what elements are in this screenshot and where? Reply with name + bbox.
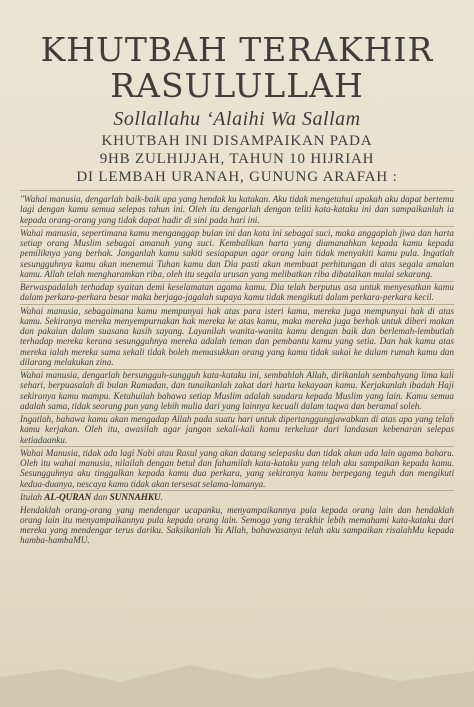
page-title-line-1: KHUTBAH TERAKHIR (40, 30, 434, 69)
subtitle-line-3: DI LEMBAH URANAH, GUNUNG ARAFAH : (76, 169, 398, 185)
divider (20, 190, 454, 191)
subtitle-line-1: KHUTBAH INI DISAMPAIKAN PADA (101, 133, 373, 149)
closing-prefix: Itulah (20, 492, 45, 503)
closing-suffix: . (160, 492, 163, 503)
paragraph: Wahai manusia, sepertimana kamu menganggap bulan ini dan kota ini sebagai suci, maka anggaplah jiwa dan harta setiap orang Muslim sebagai amanah yang suci. Kembalikan harta yang diamanahkan kepada kamu kepada pemiliknya yang berhak. Janganlah kamu sakiti sesiapapun agar orang lain tidak menyakiti kamu pula. Ingatlah sesungguhnya kamu akan menemui Tuhan kamu dan Dia pasti akan membuat perhitungan di atas segala amalan kamu. Allah telah mengharamkan riba, oleh itu segala urusan yang melibatkan riba dibatalkan mulai sekarang. (20, 228, 454, 282)
sermon-body (20, 194, 454, 692)
paragraph: Wahai manusia, dengarlah bersungguh-sungguh kata-kataku ini, sembahlah Allah, dirikanlah sembahyang lima kali sehari, berpuasalah di bulan Ramadan, dan tunaikanlah zakat dari harta kekayaan kamu. Kerjakanlah ibadah Haji sekiranya kamu mampu. Ketahuilah bahawa setiap Muslim adalah saudara kepada Muslim yang lain. Kamu semua adalah sama, tidak seorang pun yang lebih mulia dari yang lainnya kecuali dalam taqwa dan beramal soleh. (20, 370, 454, 414)
quran-emphasis: AL-QURAN (44, 492, 92, 503)
closing-line (20, 492, 454, 504)
paragraph: "Wahai manusia, dengarlah baik-baik apa yang hendak ku katakan. Aku tidak mengetahui apakah aku dapat bertemu lagi dengan kamu semua selepas tahun ini. Oleh itu dengarlah dengan teliti kata-kataku ini dan sampaikanlah ia kepada orang-orang yang tidak dapat hadir di sini pada hari ini. (20, 194, 454, 227)
sunnah-emphasis: SUNNAHKU (109, 492, 161, 503)
paragraph: Wahai manusia, sebagaimana kamu mempunyai hak atas para isteri kamu, mereka juga mempunyai hak di atas kamu. Sekiranya mereka menyempurnakan hak mereka ke atas kamu, maka mereka juga berhak untuk diberi makan dan pakaian dalam suasana kasih sayang. Layanilah wanita-wanita kamu dengan baik dan berlemah-lembutlah terhadap mereka kerana sesungguhnya mereka adalah teman dan pembantu kamu yang setia. Dan hak kamu atas mereka ialah mereka sama sekali tidak boleh memasukkan orang yang kamu tidak sukai ke dalam rumah kamu dan dilarang melakukan zina. (20, 306, 454, 370)
paragraph: Berwaspadalah terhadap syaitan demi keselamatan agama kamu. Dia telah berputus asa untuk menyesatkan kamu dalam perkara-perkara besar maka berjaga-jagalah supaya kamu tidak mengikuti dalam perkara-perkara kecil. (20, 282, 454, 305)
subtitle-line-2: 9HB ZULHIJJAH, TAHUN 10 HIJRIAH (99, 151, 375, 167)
landscape-silhouette (0, 637, 474, 707)
paragraph: Ingatlah, bahawa kamu akan mengadap Allah pada suatu hari untuk dipertanggungjawabkan di atas apa yang telah kamu kerjakan. Oleh itu, awasilah agar jangan sekali-kali kamu terkeluar dari landasan kebenaran selepas ketiadaanku. (20, 414, 454, 447)
page-title-line-2: RASULULLAH (110, 66, 364, 105)
closing-middle: dan (91, 492, 110, 503)
honorific: Sollallahu ‘Alaihi Wa Sallam (113, 108, 361, 130)
paragraph: Wahai Manusia, tidak ada lagi Nabi atau Rasul yang akan datang selepasku dan tidak akan ada lain agama baharu. Oleh itu wahai manusia, nilailah dengan betul dan fahamilah kata-kataku yang telah aku sampaikan kepada kamu. Sesungguhnya aku tinggalkan kepada kamu dua perkara, yang sekiranya kamu berpegang teguh dan mengikuti kedua-duanya, nescaya kamu tidak akan tersesat selama-lamanya. (20, 448, 454, 492)
final-paragraph: Hendaklah orang-orang yang mendengar ucapanku, menyampaikannya pula kepada orang lain dan hendaklah orang lain itu menyampaikannya pula kepada orang lain. Semoga yang terakhir lebih memahami kata-kataku dari mereka yang mendengar terus dariku. Saksikanlah Ya Allah, bahawasanya telah aku sampaikan risalahMu kepada hamba-hambaMU. (20, 504, 454, 546)
header-section (0, 0, 474, 185)
